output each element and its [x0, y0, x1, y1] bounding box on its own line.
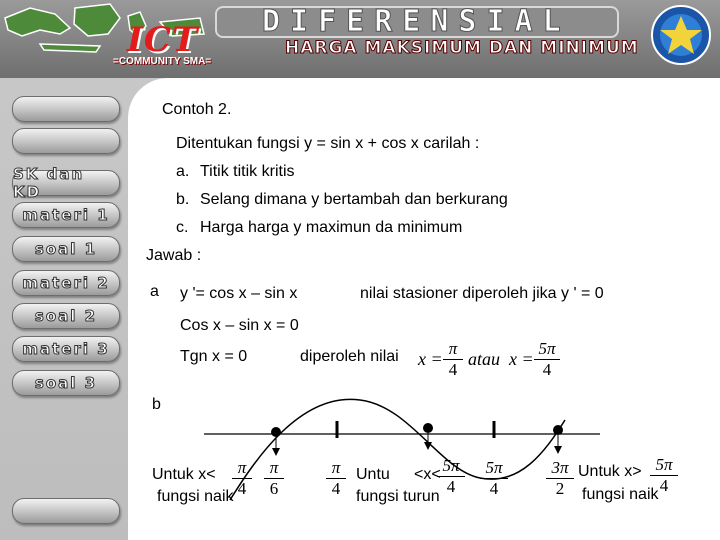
- decreasing-label-2: fungsi turun: [356, 488, 440, 505]
- critical-point: [271, 427, 281, 437]
- increasing-label-1: Untuk x<: [152, 466, 216, 483]
- arrow-down-icon: [424, 442, 432, 450]
- fraction-denominator: 4: [659, 476, 669, 495]
- critical-point: [553, 425, 563, 435]
- increasing-right-label-1: Untuk x>: [578, 463, 642, 480]
- arrow-down-icon: [272, 448, 280, 456]
- stationary-condition: nilai stasioner diperoleh jika y ' = 0: [360, 285, 604, 302]
- fraction-denominator: 6: [269, 479, 279, 498]
- equation-text: Cos x – sin x = 0: [180, 317, 299, 334]
- fraction-numerator: 5π: [534, 339, 560, 360]
- diperoleh-text: diperoleh nilai: [300, 348, 399, 365]
- fraction-numerator: 5π: [480, 458, 508, 479]
- nav-item-materi-3[interactable]: materi 3: [12, 336, 120, 362]
- list-item-text: Harga harga y maximun da minimum: [200, 219, 463, 236]
- example-heading: Contoh 2.: [162, 101, 232, 118]
- fraction-numerator: π: [232, 458, 252, 479]
- solution-x1-label: x =: [418, 349, 443, 369]
- fraction-numerator: 5π: [437, 456, 465, 477]
- solution-or: atau: [468, 349, 501, 369]
- list-item-marker: a.: [176, 163, 190, 180]
- decreasing-label-between: <x<: [414, 466, 441, 483]
- fraction-numerator: π: [264, 458, 284, 479]
- nav-item-soal-2[interactable]: soal 2: [12, 303, 120, 329]
- fraction-denominator: 4: [489, 479, 499, 498]
- derivative-text: y '= cos x – sin x: [180, 285, 298, 302]
- nav-item-sk-dan-kd[interactable]: SK dan KD: [12, 170, 120, 196]
- page-title: DIFERENSIAL: [262, 4, 571, 39]
- fraction-denominator: 4: [331, 479, 341, 498]
- problem-statement: Ditentukan fungsi y = sin x + cos x carilah :: [176, 135, 480, 152]
- list-item-text: Titik titik kritis: [200, 163, 295, 180]
- logo-main-text: ICT: [127, 20, 199, 60]
- tick-label: [264, 458, 284, 499]
- solution-x2-label: x =: [509, 349, 534, 369]
- fraction-denominator: 4: [448, 360, 458, 379]
- nav-item-materi-2[interactable]: materi 2: [12, 270, 120, 296]
- critical-point: [423, 423, 433, 433]
- fraction-denominator: 4: [542, 360, 552, 379]
- page-subtitle: HARGA MAKSIMUM DAN MINIMUM: [285, 38, 639, 58]
- tick-label: [480, 458, 508, 499]
- nav-item-soal-1[interactable]: soal 1: [12, 236, 120, 262]
- tangent-text: Tgn x = 0: [180, 348, 248, 365]
- tick-label: [326, 458, 346, 499]
- arrow-down-icon: [554, 446, 562, 454]
- fraction-denominator: 2: [555, 479, 565, 498]
- fraction-numerator: 3π: [546, 458, 574, 479]
- fraction-denominator: 4: [446, 477, 456, 496]
- inline-fraction: [437, 456, 465, 497]
- part-b-marker: b: [152, 396, 161, 413]
- fraction-denominator: 4: [237, 479, 247, 498]
- list-item-marker: c.: [176, 219, 189, 236]
- nav-item-soal-3[interactable]: soal 3: [12, 370, 120, 396]
- tick-label: [232, 458, 252, 499]
- decreasing-label-1: Untu: [356, 466, 390, 483]
- list-item-marker: b.: [176, 191, 190, 208]
- increasing-label-2: fungsi naik: [157, 488, 234, 505]
- nav-item-materi-1[interactable]: materi 1: [12, 202, 120, 228]
- answer-label: Jawab :: [146, 247, 202, 264]
- fraction-numerator: 5π: [650, 455, 678, 476]
- fraction-numerator: π: [326, 458, 346, 479]
- list-item-text: Selang dimana y bertambah dan berkurang: [200, 191, 508, 208]
- increasing-right-label-2: fungsi naik: [582, 486, 659, 503]
- part-a-marker: a: [150, 283, 159, 300]
- tick-label: [546, 458, 574, 499]
- logo-sub-text: =COMMUNITY SMA=: [113, 56, 212, 67]
- fraction-numerator: π: [443, 339, 463, 360]
